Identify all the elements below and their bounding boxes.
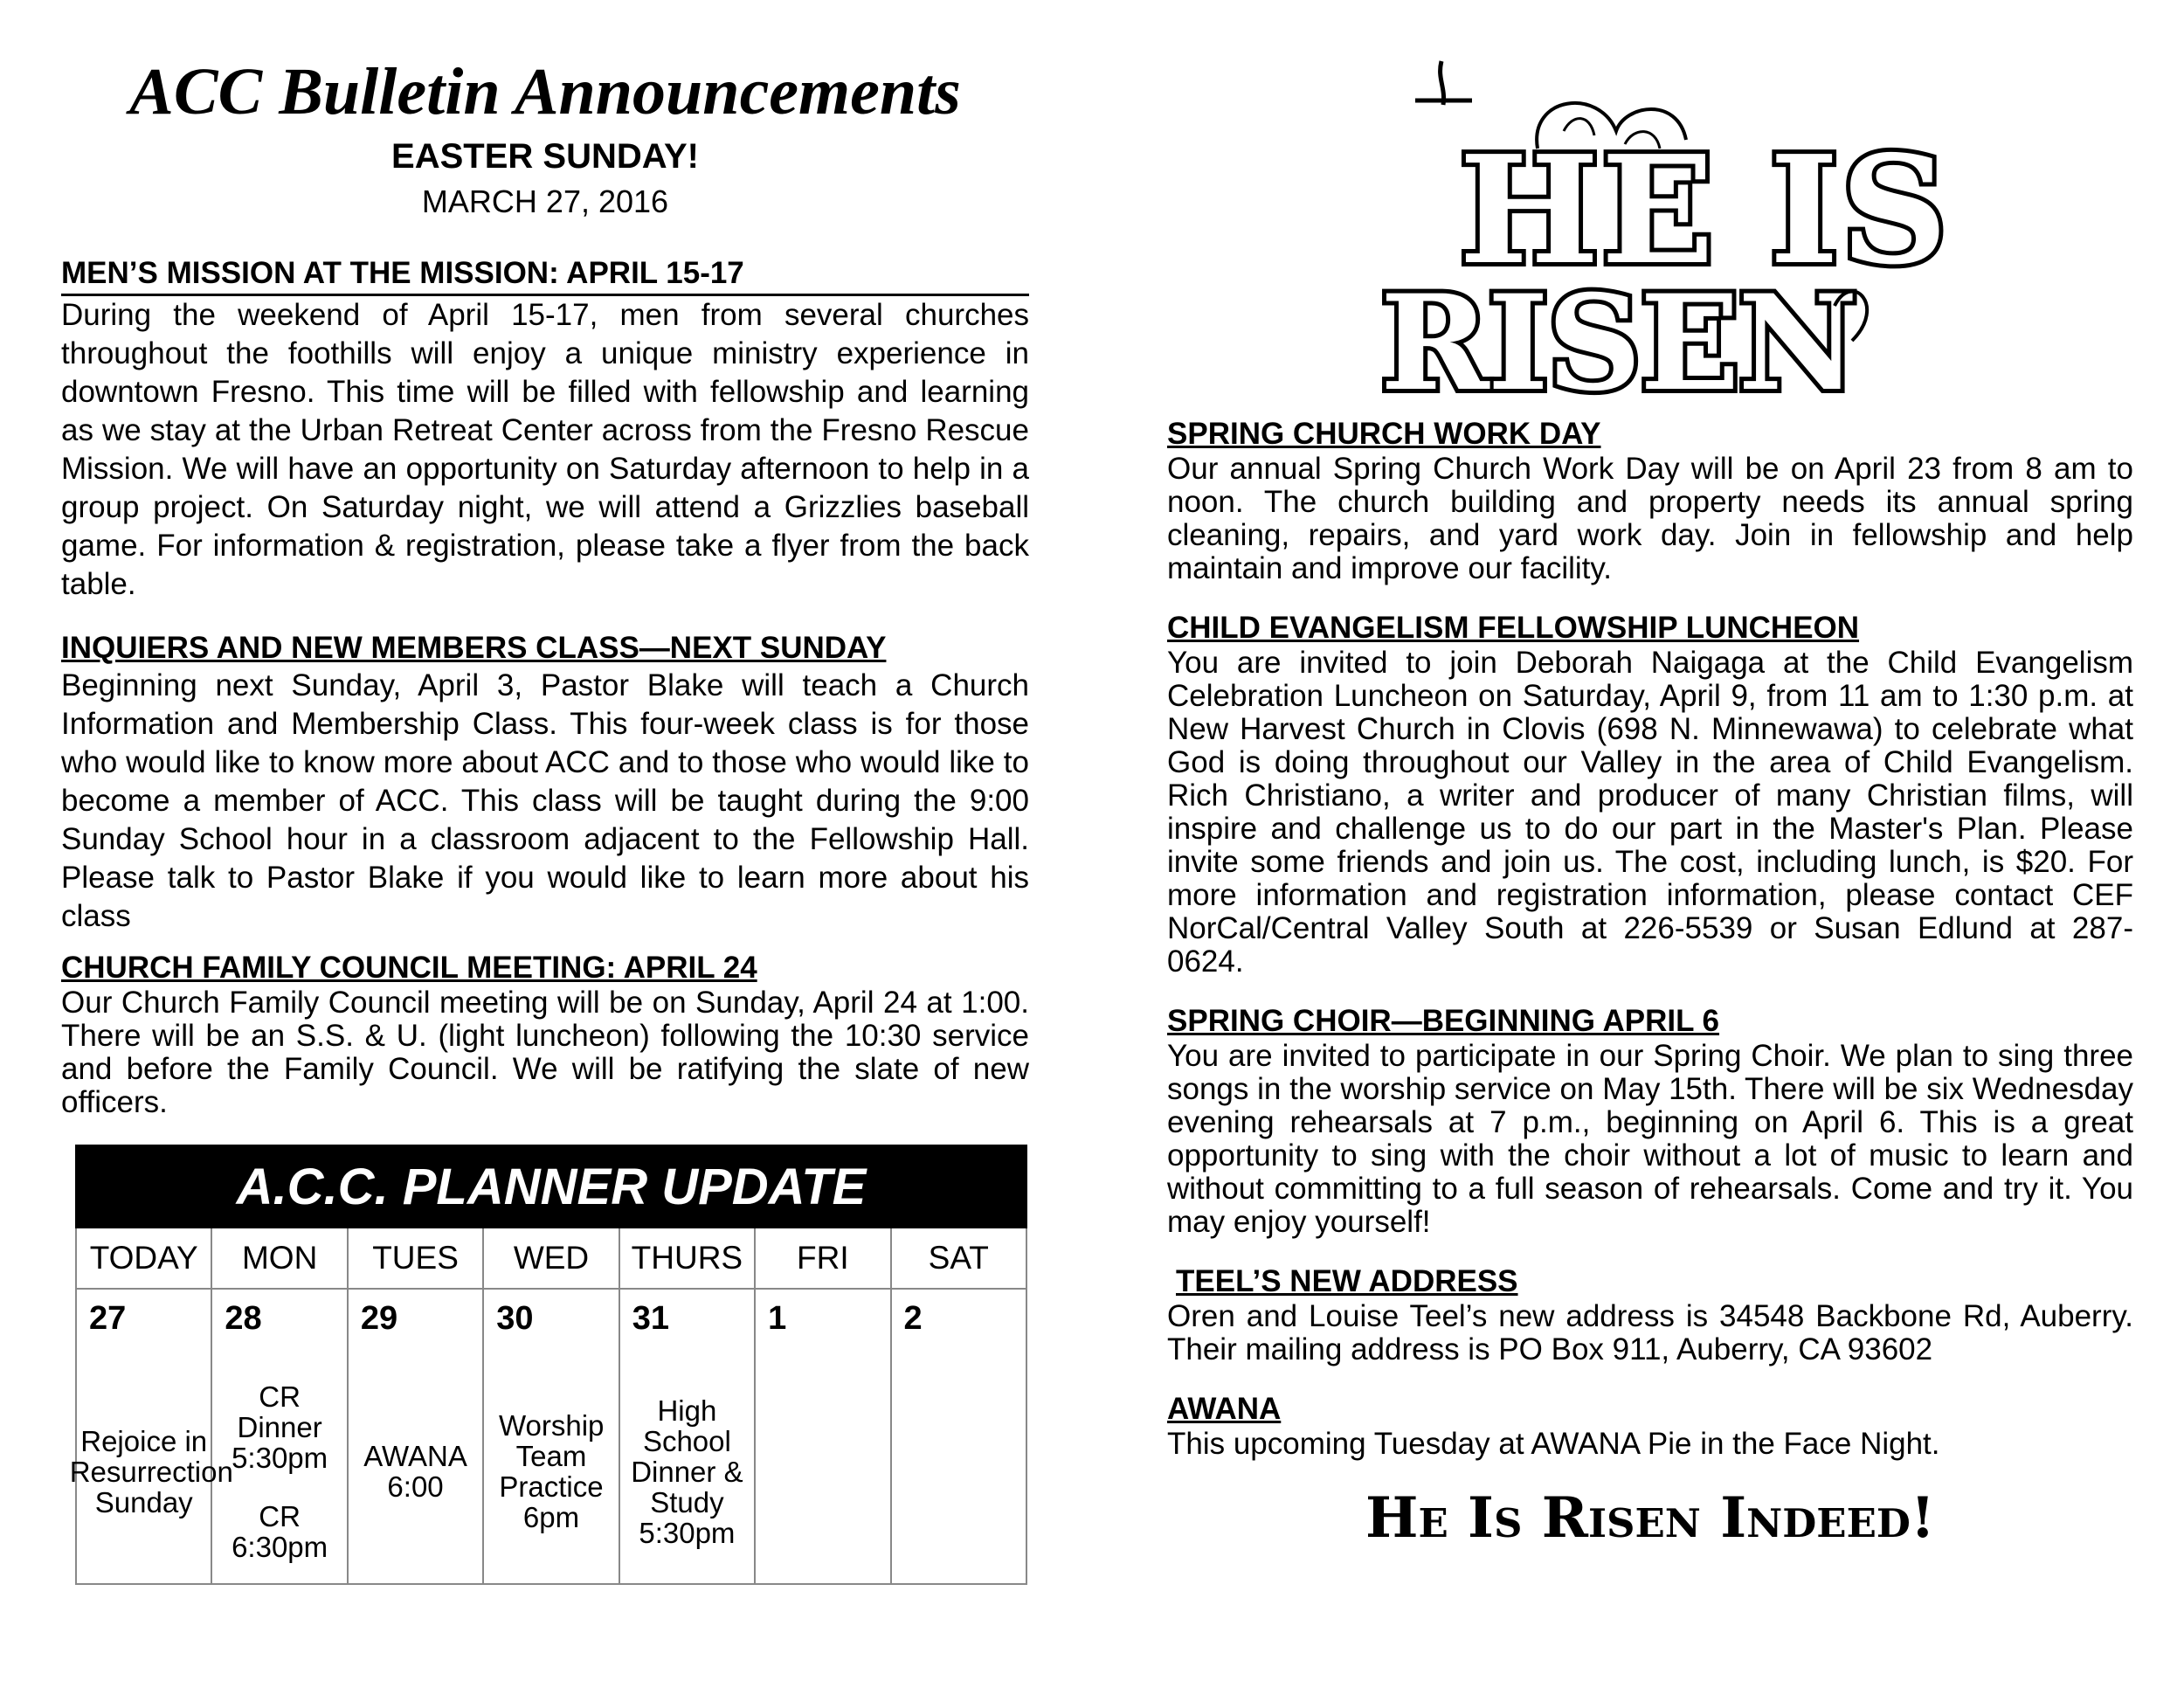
section-work-day <box>1167 416 2133 585</box>
right-column <box>1167 52 2133 1461</box>
day-header: FRI <box>755 1228 890 1289</box>
event-text: Rejoice in Resurrection Sunday <box>69 1424 233 1519</box>
planner-title: A.C.C. PLANNER UPDATE <box>76 1145 1026 1228</box>
planner-day-cells <box>76 1289 1026 1584</box>
day-cell-wed <box>483 1289 619 1584</box>
section-teel-address <box>1167 1263 2133 1366</box>
section-title: TEEL’S NEW ADDRESS <box>1176 1264 1518 1298</box>
section-body: You are invited to join Deborah Naigaga at the Child Evangelism Celebration Luncheon on Saturday, April 9, from 11 am to 1:30 p.m. at New Harvest Church in Clovis (698 N. Minnewawa) to celebrate what God is doing throughout our Valley in the area of Child Evangelism. Rich Christiano, a writer and producer of many Christian films, will inspire and challenge us to do our part in the Master's Plan. Please invite some friends and join us. The cost, including lunch, is $20. For more information and registration information, please contact CEF NorCal/Central Valley South at 226-5539 or Susan Edlund at 287-0624. <box>1167 646 2133 979</box>
day-cell-thurs <box>619 1289 755 1584</box>
day-header: TUES <box>348 1228 483 1289</box>
day-cell-mon <box>211 1289 347 1584</box>
section-body: Oren and Louise Teel’s new address is 34548 Backbone Rd, Auberry. Their mailing address is PO Box 911, Auberry, CA 93602 <box>1167 1299 2133 1366</box>
day-number: 28 <box>225 1300 262 1337</box>
day-number: 30 <box>496 1300 534 1337</box>
event-text: CR Dinner 5:30pm <box>232 1380 328 1474</box>
event-text: AWANA 6:00 <box>363 1440 467 1503</box>
logo-line-2: RISEN <box>1380 266 1856 420</box>
left-column <box>61 52 1029 1119</box>
day-cell-tues <box>348 1289 483 1584</box>
section-cef-luncheon <box>1167 610 2133 979</box>
section-family-council <box>61 950 1029 1119</box>
section-body: Beginning next Sunday, April 3, Pastor Blake will teach a Church Information and Membership Class. This four-week class is for those who would like to know more about ACC and to those who would like to become a member of ACC. This class will be taught during the 9:00 Sunday School hour in a classroom adjacent to the Fellowship Hall. Please talk to Pastor Blake if you would like to learn more about his class <box>61 668 1029 934</box>
closing-line: He Is Risen Indeed! <box>1365 1485 1936 1551</box>
section-title: AWANA <box>1167 1392 1282 1426</box>
section-spring-choir <box>1167 1003 2133 1239</box>
section-new-members-class <box>61 630 1029 936</box>
event-text: CR 6:30pm <box>232 1499 328 1563</box>
page-title: ACC Bulletin Announcements <box>129 55 961 128</box>
day-header: SAT <box>891 1228 1026 1289</box>
day-number: 27 <box>89 1300 127 1337</box>
section-body: You are invited to participate in our Spring Choir. We plan to sing three songs in the worship service on May 15th. There will be six Wednesday evening rehearsals at 7 p.m., beginning on April 6. This is a great opportunity to sing with the choir without a lot of music to learn and without committing to a full season of rehearsals. Come and try it. You may enjoy yourself! <box>1167 1039 2133 1239</box>
page-subtitle: EASTER SUNDAY! <box>391 137 699 176</box>
day-cell-fri <box>755 1289 890 1584</box>
event-text: High School Dinner & Study 5:30pm <box>631 1394 743 1549</box>
section-title: INQUIERS AND NEW MEMBERS CLASS—NEXT SUNDAY <box>61 631 887 666</box>
section-awana <box>1167 1391 2133 1461</box>
day-header: TODAY <box>76 1228 211 1289</box>
logo-line-1: HE IS <box>1459 123 1950 298</box>
day-cell-sat <box>891 1289 1026 1584</box>
section-title: SPRING CHURCH WORK DAY <box>1167 417 1601 451</box>
section-title: CHILD EVANGELISM FELLOWSHIP LUNCHEON <box>1167 611 1860 645</box>
bulletin-date: MARCH 27, 2016 <box>421 183 669 220</box>
event-text: Worship Team Practice 6pm <box>498 1409 605 1533</box>
section-body: This upcoming Tuesday at AWANA Pie in the Face Night. <box>1167 1427 1940 1461</box>
day-header: THURS <box>619 1228 755 1289</box>
planner-table <box>69 1145 1027 1585</box>
section-body: Our annual Spring Church Work Day will be on April 23 from 8 am to noon. The church building and property needs its annual spring cleaning, repairs, and yard work day. Join in fellowship and help maintain and improve our facility. <box>1167 452 2133 585</box>
day-number: 1 <box>768 1300 787 1337</box>
section-mens-mission <box>61 255 1029 604</box>
section-title: CHURCH FAMILY COUNCIL MEETING: APRIL 24 <box>61 951 757 986</box>
planner-day-headers <box>76 1228 1026 1289</box>
section-body: During the weekend of April 15-17, men from several churches throughout the foothills will enjoy a unique ministry experience in downtown Fresno. This time will be filled with fellowship and learning as we stay at the Urban Retreat Center across from the Fresno Rescue Mission. We will have an opportunity on Saturday afternoon to help in a group project. On Saturday night, we will attend a Grizzlies baseball game. For information & registration, please take a flyer from the back table. <box>61 298 1029 602</box>
day-header: MON <box>211 1228 347 1289</box>
section-body: Our Church Family Council meeting will be on Sunday, April 24 at 1:00. There will be an S.S. & U. (light luncheon) following the 10:30 service and before the Family Council. We will be ratifying the slate of new officers. <box>61 986 1029 1120</box>
day-cell-today <box>69 1289 233 1584</box>
section-title: SPRING CHOIR—BEGINNING APRIL 6 <box>1167 1004 1720 1038</box>
day-number: 31 <box>632 1300 669 1337</box>
section-title: MEN’S MISSION AT THE MISSION: APRIL 15-17 <box>61 255 1029 296</box>
day-number: 2 <box>903 1300 923 1337</box>
day-header: WED <box>483 1228 619 1289</box>
day-number: 29 <box>360 1300 398 1337</box>
